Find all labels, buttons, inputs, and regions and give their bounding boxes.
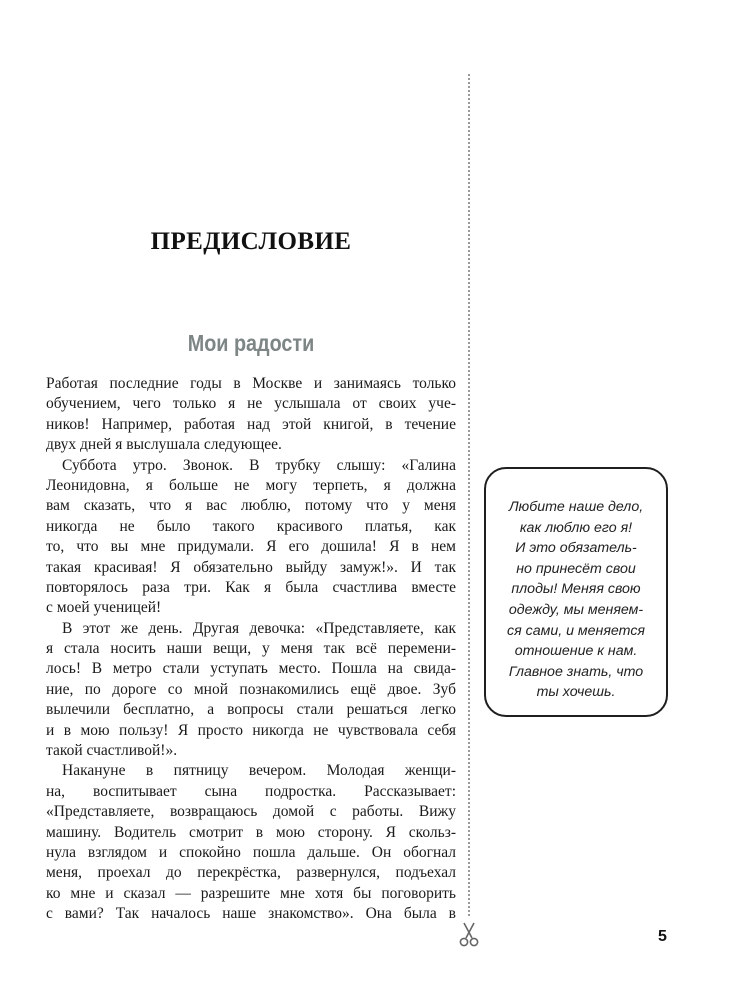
body-line: то, что вы мне придумали. Я его дошила! Я в нем	[46, 538, 456, 556]
callout-line: Любите наше дело,	[508, 499, 644, 515]
body-line: меня, проехал до перекрёстка, развернулся, подъехал	[46, 864, 456, 882]
body-line: машину. Водитель смотрит в мою сторону. Я скольз-	[46, 823, 456, 841]
body-line: ние, по дороге со мной познакомились ещё двое. Зуб	[46, 680, 456, 698]
body-line: такой счастливой!».	[46, 742, 178, 760]
callout-line: но принесёт свои	[516, 560, 636, 577]
callout-line: ты хочешь.	[536, 684, 616, 701]
body-line: с моей ученицей!	[46, 599, 162, 617]
body-text	[46, 374, 456, 925]
body-line: нула взглядом и спокойно пошла дальше. Он обогнал	[46, 843, 456, 861]
body-line: обучением, чего только я не услышала от своих уче-	[46, 395, 456, 413]
callout-line: И это обязатель-	[515, 540, 637, 557]
callout-line: плоды! Меняя свою	[511, 581, 641, 598]
body-line: с вами? Так началось наше знакомство». Она была в	[46, 905, 456, 923]
callout-line: отношение к нам.	[514, 643, 638, 660]
body-line: лось! В метро стали уступать место. Пошла на свида-	[46, 660, 456, 678]
body-line: вылечили бесплатно, а вопросы стали решаться легко	[46, 701, 456, 719]
callout-text	[486, 497, 666, 703]
body-line: и в мою пользу! Я просто никогда не чувствовала себя	[46, 721, 456, 739]
body-line: Суббота утро. Звонок. В трубку слышу: «Галина	[62, 456, 456, 474]
body-line: повторялось раза три. Как я была счастлива вместе	[46, 578, 456, 596]
body-line: такая красивая! Я обязательно выйду замуж!». И так	[46, 558, 456, 576]
body-line: никогда не было такого красивого платья, как	[46, 517, 456, 535]
body-line: ников! Например, работая над этой книгой, в течение	[46, 415, 456, 433]
body-line: вам сказать, что я вас люблю, потому что у меня	[46, 497, 456, 515]
body-line: на, воспитывает сына подростка. Рассказывает:	[46, 782, 456, 800]
body-line: «Представляете, возвращаюсь домой с работы. Вижу	[46, 803, 456, 821]
cut-line-divider	[468, 74, 470, 916]
body-line: ко мне и сказал — разрешите мне хотя бы поговорить	[46, 884, 456, 902]
callout-line: как люблю его я!	[519, 519, 633, 536]
scissors-icon	[458, 922, 480, 948]
page-number: 5	[658, 928, 667, 945]
callout-line: одежду, мы меняем-	[508, 601, 644, 618]
page-heading: ПРЕДИСЛОВИЕ	[150, 228, 352, 255]
body-line: двух дней я выслушала следующее.	[46, 436, 282, 454]
callout-line: Главное знать, что	[508, 663, 644, 680]
quote-callout-box	[484, 467, 668, 717]
body-line: Леонидовна, я больше не могу терпеть, я должна	[46, 476, 456, 494]
body-line: Накануне в пятницу вечером. Молодая женщи-	[62, 762, 456, 780]
body-line: Работая последние годы в Москве и занимаясь только	[46, 375, 456, 392]
callout-line: ся сами, и меняется	[507, 622, 645, 639]
body-line: я стала носить наши вещи, у меня так всё перемени-	[46, 640, 456, 658]
section-title: Мои радости	[187, 330, 315, 356]
body-line: В этот же день. Другая девочка: «Представляете, как	[62, 619, 456, 637]
